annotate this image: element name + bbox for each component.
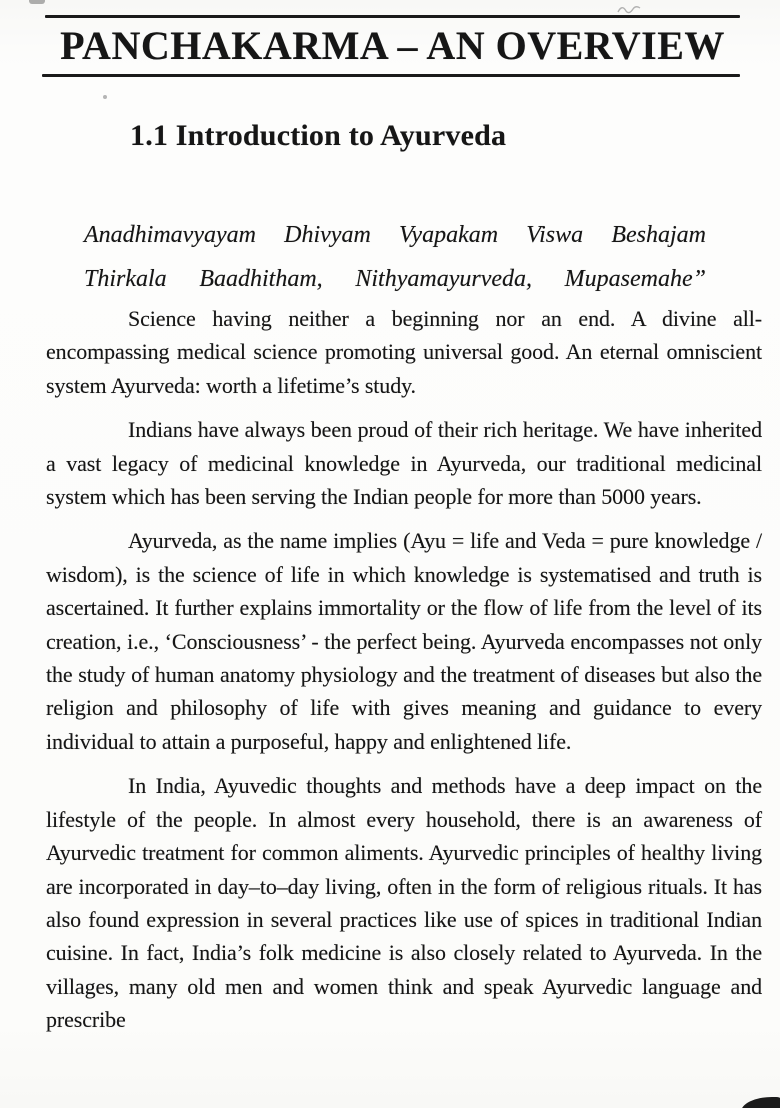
- title-rule-bottom: [42, 74, 740, 77]
- scan-squiggle-top-right: [616, 2, 642, 16]
- paragraph-heritage: Indians have always been proud of their rich heritage. We have inherited a vast legacy of medicinal knowledge in Ayurveda, our traditional medicinal system which has been serving the Indian people for more than 5000 years.: [46, 417, 762, 510]
- section-heading: 1.1 Introduction to Ayurveda: [130, 119, 507, 152]
- chapter-title: PANCHAKARMA – AN OVERVIEW: [60, 23, 725, 68]
- scan-smudge-bottom-right: [741, 1097, 780, 1108]
- scan-speck: [103, 95, 107, 99]
- sanskrit-quote: [84, 213, 706, 301]
- quote-line-1: Anadhimavyayam Dhivyam Vyapakam Viswa Beshajam: [84, 222, 706, 248]
- quote-line-2: Thirkala Baadhitham, Nithyamayurveda, Mupasemahe”: [84, 266, 706, 292]
- scan-smudge-top-left: [29, 0, 45, 4]
- paragraph-ayurveda-meaning: Ayurveda, as the name implies (Ayu = life and Veda = pure knowledge / wisdom), is the science of life in which knowledge is systematised and truth is ascertained. It further explains immortality or the flow of life from the level of its creation, i.e., ‘Consciousness’ - the perfect being. Ayurveda encompasses not only the study of human anatomy physiology and the treatment of diseases but also the religion and philosophy of life with gives meaning and guidance to every individual to attain a purposeful, happy and enlightened life.: [46, 528, 762, 754]
- paragraph-science: Science having neither a beginning nor an end. A divine all-encompassing medical science promoting universal good. An eternal omniscient system Ayurveda: worth a lifetime’s study.: [46, 306, 762, 398]
- title-rule-top: [45, 15, 740, 18]
- paragraph-india-impact: In India, Ayuvedic thoughts and methods have a deep impact on the lifestyle of the people. In almost every household, there is an awareness of Ayurvedic treatment for common aliments. Ayurvedic principles of healthy living are incorporated in day–to–day living, often in the form of religious rituals. It has also found expression in several practices like use of spices in traditional Indian cuisine. In fact, India’s folk medicine is also closely related to Ayurveda. In the villages, many old men and women think and speak Ayurvedic language and prescribe: [46, 773, 762, 1033]
- body-text: [46, 302, 762, 1048]
